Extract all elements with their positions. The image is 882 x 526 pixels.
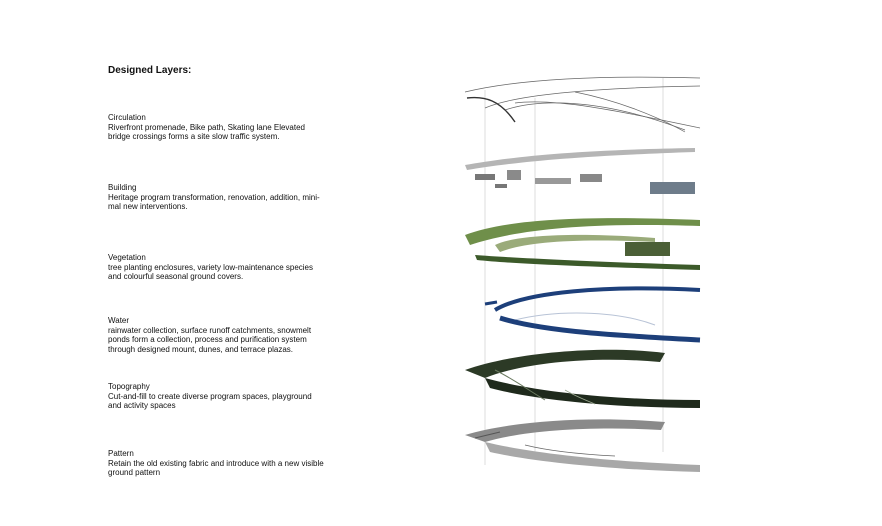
layer-pattern <box>108 449 428 478</box>
circulation-layer-graphic <box>465 77 700 132</box>
page-title: Designed Layers: <box>108 65 192 76</box>
layer-description: Riverfront promenade, Bike path, Skating lane Elevated bridge crossings forms a site slow traffic system. <box>108 122 306 141</box>
building-layer-graphic <box>465 148 695 194</box>
layer-description: rainwater collection, surface runoff catchments, snowmelt ponds form a collection, process and purification system through designed mount, dunes, and terrace plazas. <box>108 325 312 354</box>
layer-description: Retain the old existing fabric and introduce with a new visible ground pattern <box>108 458 324 477</box>
layer-water <box>108 316 428 354</box>
guide-lines <box>485 78 663 465</box>
layer-name: Building <box>108 183 137 192</box>
layer-name: Topography <box>108 382 150 391</box>
layer-circulation <box>108 113 428 142</box>
layer-name: Vegetation <box>108 253 146 262</box>
layer-name: Pattern <box>108 449 134 458</box>
layer-description: Heritage program transformation, renovation, addition, mini- mal new interventions. <box>108 192 320 211</box>
layer-name: Water <box>108 316 130 325</box>
water-layer-graphic <box>485 288 700 340</box>
topography-layer-graphic <box>465 350 700 408</box>
pattern-layer-graphic <box>465 419 700 472</box>
layer-name: Circulation <box>108 113 146 122</box>
layer-vegetation <box>108 253 428 282</box>
layer-description: tree planting enclosures, variety low-maintenance species and colourful seasonal ground covers. <box>108 262 313 281</box>
layer-description: Cut-and-fill to create diverse program spaces, playground and activity spaces <box>108 391 312 410</box>
layer-stack-diagram <box>455 70 705 480</box>
layer-building <box>108 183 428 212</box>
vegetation-layer-graphic <box>465 218 700 270</box>
layer-topography <box>108 382 428 411</box>
